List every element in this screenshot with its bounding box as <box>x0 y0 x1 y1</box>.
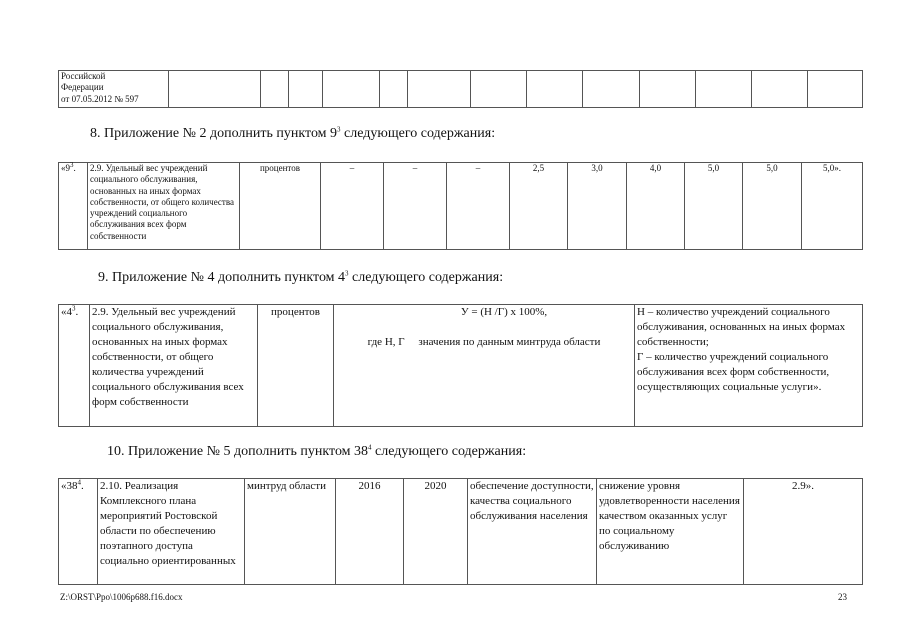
formula: У = (Н /Г) х 100%, <box>460 306 548 318</box>
indicator-link-cell: 2.9». <box>744 479 863 585</box>
value-cell: 2,5 <box>510 163 568 250</box>
table-previous-fragment <box>58 70 863 108</box>
heading-appendix-4: 9. Приложение № 4 дополнить пунктом $4^3$ следующего содержания: <box>98 269 504 285</box>
value-cell: 4,0 <box>627 163 685 250</box>
value-cell: 3,0 <box>568 163 627 250</box>
table-appendix-5 <box>58 478 863 585</box>
year-start-cell: 2016 <box>336 479 404 585</box>
measure-name: 2.10. Реализация Комплексного плана мероприятий Ростовской области по обеспечению поэтапного доступа социально ориентированных <box>98 479 245 585</box>
value-cell: – <box>384 163 447 250</box>
unit-cell: процентов <box>240 163 321 250</box>
table-appendix-2 <box>58 162 863 250</box>
formula-note: где Н, Г значения по данным минтруда области <box>367 336 601 348</box>
indicator-name: 2.9. Удельный вес учреждений социального обслуживания, основанных на иных формах собственности, от общего количества учреждений социального обслуживания всех форм собственности <box>88 163 240 250</box>
executor-cell: минтруд области <box>245 479 336 585</box>
table-appendix-4 <box>58 304 863 427</box>
value-cell: – <box>447 163 510 250</box>
unit-cell: процентов <box>258 305 334 427</box>
item-number: «$38^4$. <box>59 479 98 585</box>
indicator-name: 2.9. Удельный вес учреждений социального обслуживания, основанных на иных формах собственности, от общего количества учреждений социального обслуживания всех форм собственности <box>90 305 258 427</box>
page-number: 23 <box>838 592 847 602</box>
item-number: «$4^3$. <box>59 305 90 427</box>
law-reference-cell: Российской Федерации от 07.05.2012 № 597 <box>59 71 169 108</box>
consequence-cell: снижение уровня удовлетворенности населения качеством оказанных услуг по социальному обслуживанию <box>597 479 744 585</box>
value-cell: 5,0 <box>743 163 802 250</box>
formula-description: Н – количество учреждений социального обслуживания, основанных на иных формах собственности; Г – количество учреждений социального обслуживания всех форм собственности, осуществляющих социальные услуги». <box>635 305 863 427</box>
footer-file-path: Z:\ORST\Ppo\1006p688.f16.docx <box>60 592 183 602</box>
value-cell: 5,0 <box>685 163 743 250</box>
heading-appendix-5: 10. Приложение № 5 дополнить пунктом $38^4$ следующего содержания: <box>107 443 527 459</box>
expected-result-cell: обеспечение доступности, качества социального обслуживания населения <box>468 479 597 585</box>
heading-appendix-2: 8. Приложение № 2 дополнить пунктом $9^3$ следующего содержания: <box>90 125 496 141</box>
value-cell: – <box>321 163 384 250</box>
formula-cell <box>334 305 635 427</box>
year-end-cell: 2020 <box>404 479 468 585</box>
value-cell: 5,0». <box>802 163 863 250</box>
item-number: «$9^3$. <box>59 163 88 250</box>
